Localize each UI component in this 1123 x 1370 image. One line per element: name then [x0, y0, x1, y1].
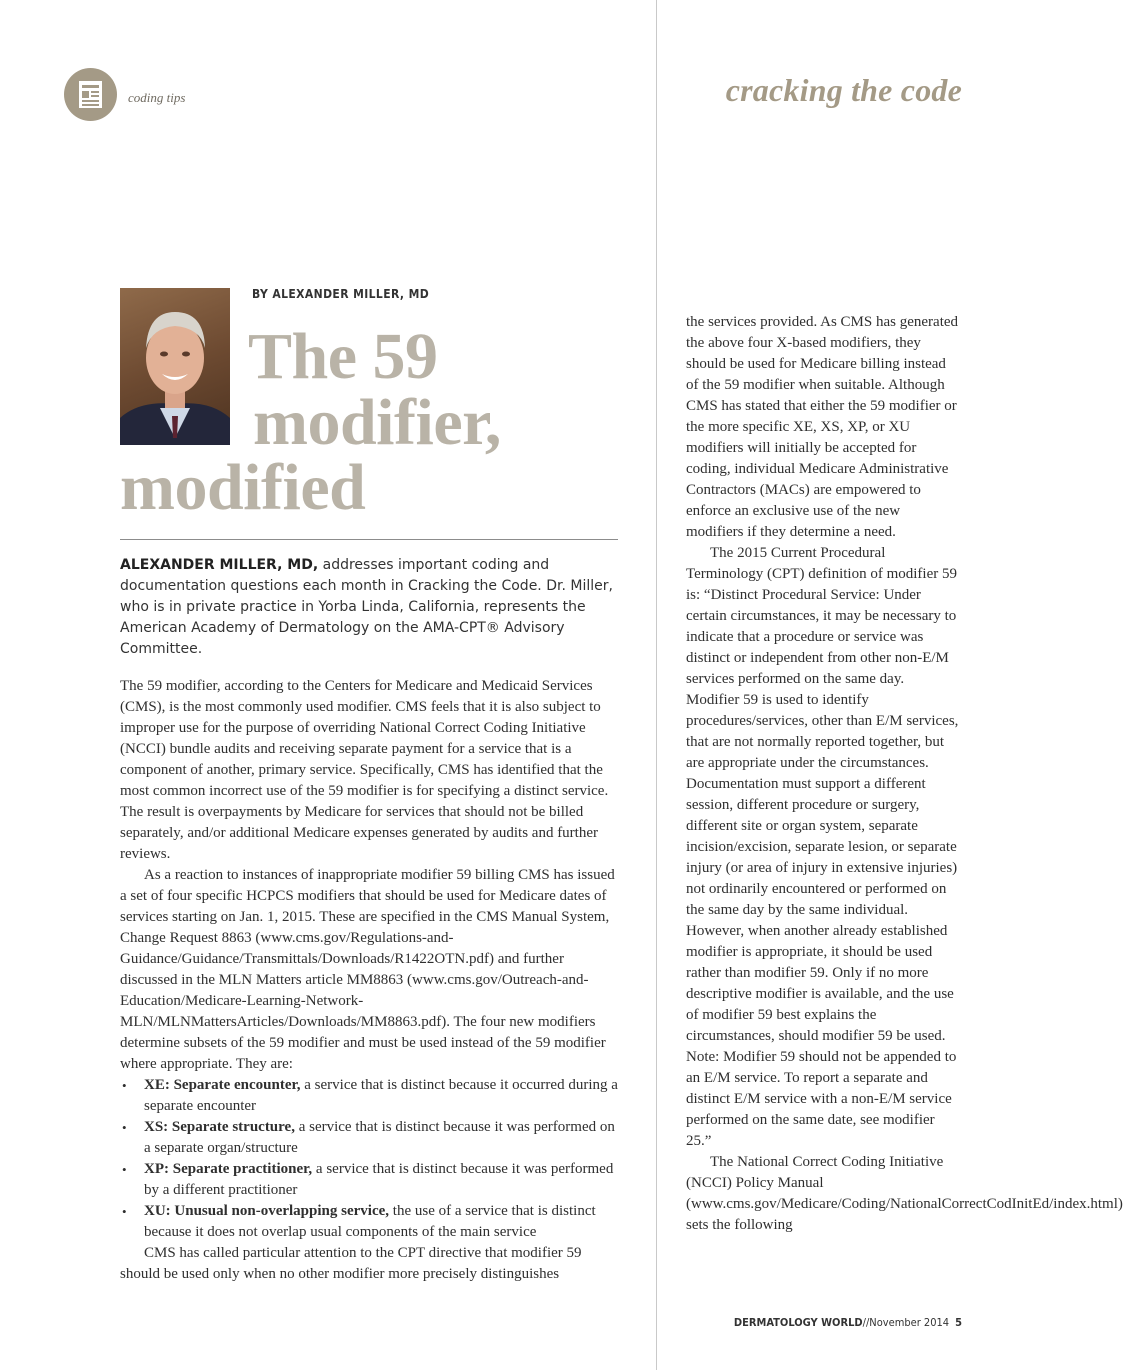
- byline: BY ALEXANDER MILLER, MD: [252, 287, 430, 301]
- body-paragraph: the services provided. As CMS has generated the above four X-based modifiers, they should be used for Medicare billing instead of the 59 modifier when suitable. Although CMS has stated that either the 59 modifier or the more specific XE, XS, XP, or XU modifiers will initially be accepted for coding, individual Medicare Administrative Contractors (MACs) are empowered to enforce an exclusive use of the new modifiers if they determine a need.: [686, 314, 959, 540]
- page-gutter-divider: [656, 0, 657, 1370]
- magazine-name: DERMATOLOGY WORLD: [733, 1316, 863, 1329]
- title-rule: [120, 539, 618, 540]
- list-item: [144, 1159, 625, 1201]
- modifier-description: a service that is distinct because it occurred during a separate encounter: [144, 1077, 618, 1114]
- modifier-term: XP: Separate practitioner,: [144, 1161, 313, 1177]
- body-paragraph: The 59 modifier, according to the Centers for Medicare and Medicaid Services (CMS), is the most commonly used modifier. CMS feels that it is also subject to improper use for the purpose of overriding National Correct Coding Initiative (NCCI) bundle audits and receiving separate payment for a service that is a component of another, primary service. Specifically, CMS has identified that the most common incorrect use of the 59 modifier is for specifying a distinct service. The result is overpayments by Medicare for services that should not be billed separately, and/or additional Medicare expenses generated by audits and further reviews.: [120, 678, 609, 862]
- modifier-term: XU: Unusual non-overlapping service,: [144, 1203, 390, 1219]
- author-photo: [120, 288, 230, 445]
- section-label: coding tips: [128, 90, 186, 105]
- body-paragraph: As a reaction to instances of inappropriate modifier 59 billing CMS has issued a set of four specific HCPCS modifiers that should be used for Medicare dates of services starting on Jan. 1, 2015. These are specified in the CMS Manual System, Change Request 8863 (www.cms.gov/Regulations-and-Guidance/Guidance/Transmittals/Downloads/R1422OTN.pdf) and further discussed in the MLN Matters article MM8863 (www.cms.gov/Outreach-and-Education/Medicare-Learning-Network-MLN/MLNMattersArticles/Downloads/MM8863.pdf). The four new modifiers determine subsets of the 59 modifier and must be used instead of the 59 modifier where appropriate. They are:: [120, 867, 615, 1072]
- bio-text: addresses important coding and documentation questions each month in Cracking the Code. Dr. Miller, who is in private practice in Yorba Linda, California, represents the American Academy of Dermatology on the AMA-CPT® Advisory Committee.: [120, 557, 613, 657]
- author-bio: [120, 555, 625, 660]
- article-title-line-1: The 59: [248, 320, 438, 393]
- body-paragraph: The National Correct Coding Initiative (NCCI) Policy Manual (www.cms.gov/Medicare/Coding/NationalCorrectCodInitEd/index.html) sets the following: [686, 1154, 1123, 1233]
- running-head: cracking the code: [725, 72, 962, 108]
- left-column: [120, 676, 625, 1285]
- modifier-description: the use of a service that is distinct because it does not overlap usual components of the main service: [144, 1203, 596, 1240]
- bio-author-name: ALEXANDER MILLER, MD,: [120, 557, 319, 573]
- modifier-term: XE: Separate encounter,: [144, 1077, 301, 1093]
- document-icon: [64, 68, 117, 121]
- modifier-description: a service that is distinct because it was performed on a separate organ/structure: [144, 1119, 615, 1156]
- list-item: [144, 1075, 625, 1117]
- page-number: 5: [955, 1316, 962, 1329]
- article-title-line-3: modified: [120, 451, 366, 524]
- list-item: [144, 1117, 625, 1159]
- list-item: [144, 1201, 625, 1243]
- page-footer: [734, 1316, 962, 1329]
- body-paragraph: The 2015 Current Procedural Terminology (CPT) definition of modifier 59 is: “Distinct Procedural Service: Under certain circumstances, it may be necessary to indicate that a procedure or service was distinct or independent from other non-E/M services performed on the same day. Modifier 59 is used to identify procedures/services, other than E/M services, that are not normally reported together, but are appropriate under the circumstances. Documentation must support a different session, different procedure or surgery, different site or organ system, separate incision/excision, separate lesion, or separate injury (or area of injury in extensive injuries) not ordinarily encountered or performed on the same day by the same individual. However, when another already established modifier is appropriate, it should be used rather than modifier 59. Only if no more descriptive modifier is available, and the use of modifier 59 best explains the circumstances, should modifier 59 be used. Note: Modifier 59 should not be appended to an E/M service. To report a separate and distinct E/M service with a non-E/M service performed on the same date, see modifier 25.”: [686, 545, 959, 1149]
- right-column: [686, 312, 1123, 1236]
- issue-date: //November 2014: [862, 1316, 950, 1329]
- body-paragraph: CMS has called particular attention to the CPT directive that modifier 59 should be used only when no other modifier more precisely distinguishes: [120, 1245, 582, 1282]
- modifier-list: [120, 1075, 625, 1243]
- modifier-description: a service that is distinct because it was performed by a different practitioner: [144, 1161, 614, 1198]
- article-title-line-2: modifier,: [253, 386, 501, 459]
- modifier-term: XS: Separate structure,: [144, 1119, 295, 1135]
